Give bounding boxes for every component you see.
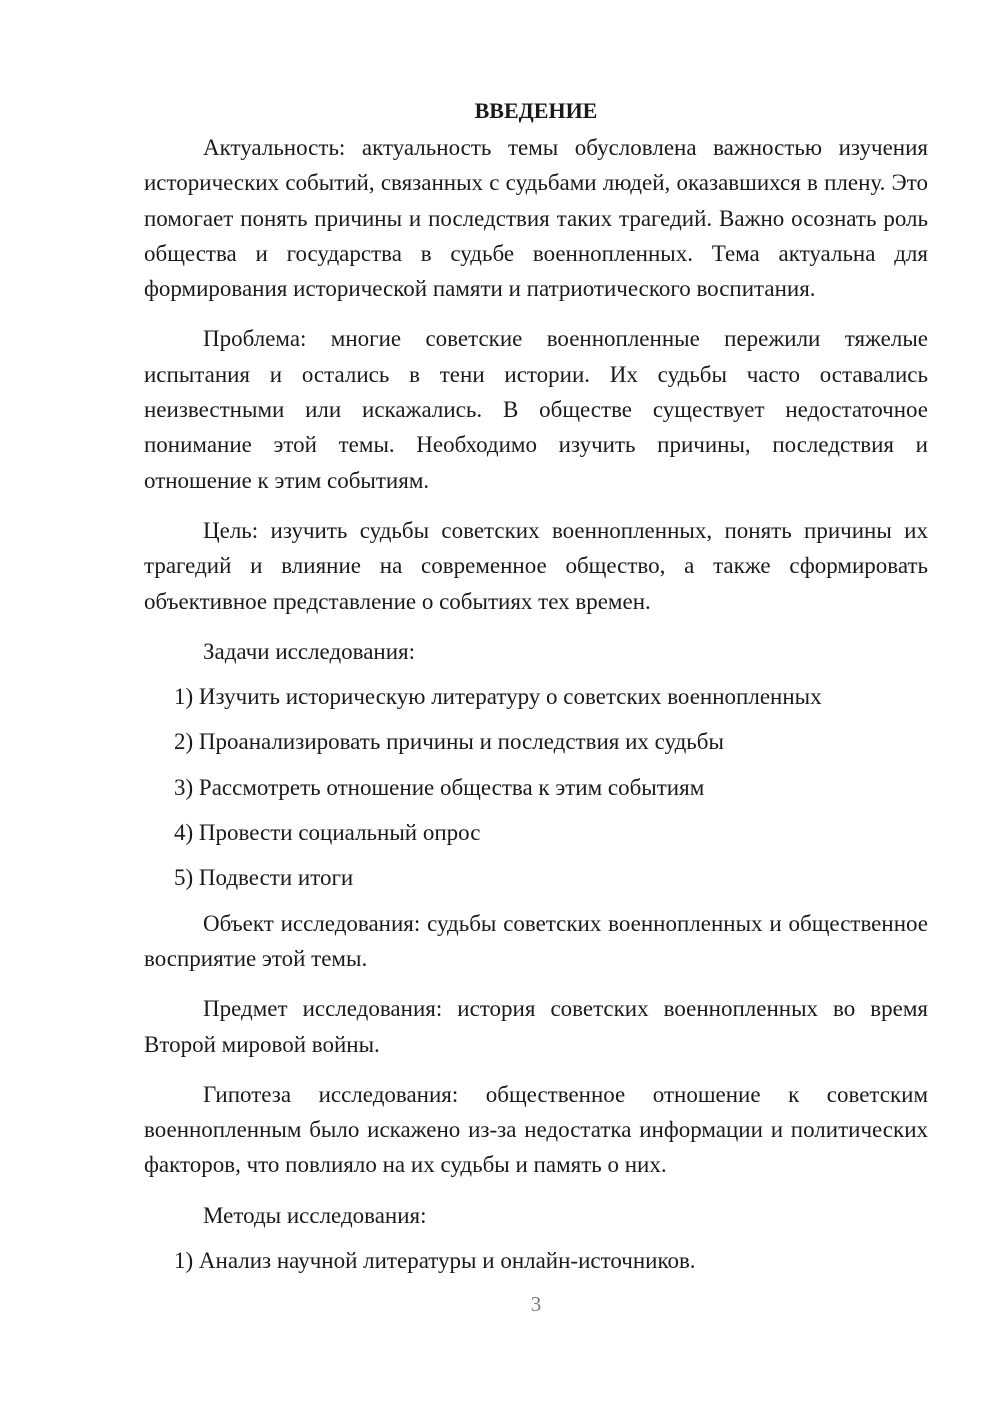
list-item: 3) Рассмотреть отношение общества к этим событиям [174, 774, 705, 800]
paragraph-hypothesis: Гипотеза исследования: общественное отношение к советским военнопленным было искажено из-за недостатка информации и политических факторов, что повлияло на их судьбы и память о них. [144, 1081, 928, 1178]
list-item: 5) Подвести итоги [174, 865, 354, 891]
list-item: 2) Проанализировать причины и последствия их судьбы [174, 729, 724, 755]
page-number: 3 [530, 1292, 542, 1316]
section-title: ВВЕДЕНИЕ [474, 98, 598, 123]
list-item: 1) Изучить историческую литературу о советских военнопленных [174, 684, 822, 710]
paragraph-object: Объект исследования: судьбы советских военнопленных и общественное восприятие этой темы. [144, 910, 928, 971]
methods-list [144, 1243, 928, 1278]
list-item: 1) Анализ научной литературы и онлайн-источников. [174, 1248, 696, 1274]
paragraph-subject: Предмет исследования: история советских военнопленных во время Второй мировой войны. [144, 996, 928, 1057]
paragraph-goal: Цель: изучить судьбы советских военнопленных, понять причины их трагедий и влияние на современное общество, а также сформировать объективное представление о событиях тех времен. [144, 517, 928, 614]
tasks-list [144, 679, 928, 895]
paragraph-relevance: Актуальность: актуальность темы обусловлена важностью изучения исторических событий, связанных с судьбами людей, оказавшихся в плену. Это помогает понять причины и последствия таких трагедий. Важно осознать роль общества и государства в судьбе военнопленных. Тема актуальна для формирования исторической памяти и патриотического воспитания. [144, 135, 928, 302]
tasks-heading: Задачи исследования: [203, 638, 416, 664]
list-item: 4) Провести социальный опрос [174, 820, 481, 846]
page-content [144, 92, 928, 1288]
paragraph-problem: Проблема: многие советские военнопленные пережили тяжелые испытания и остались в тени истории. Их судьбы часто оставались неизвестными или искажались. В обществе существует недостаточное понимание этой темы. Необходимо изучить причины, последствия и отношение к этим событиям. [144, 326, 928, 493]
methods-heading: Методы исследования: [203, 1202, 427, 1228]
